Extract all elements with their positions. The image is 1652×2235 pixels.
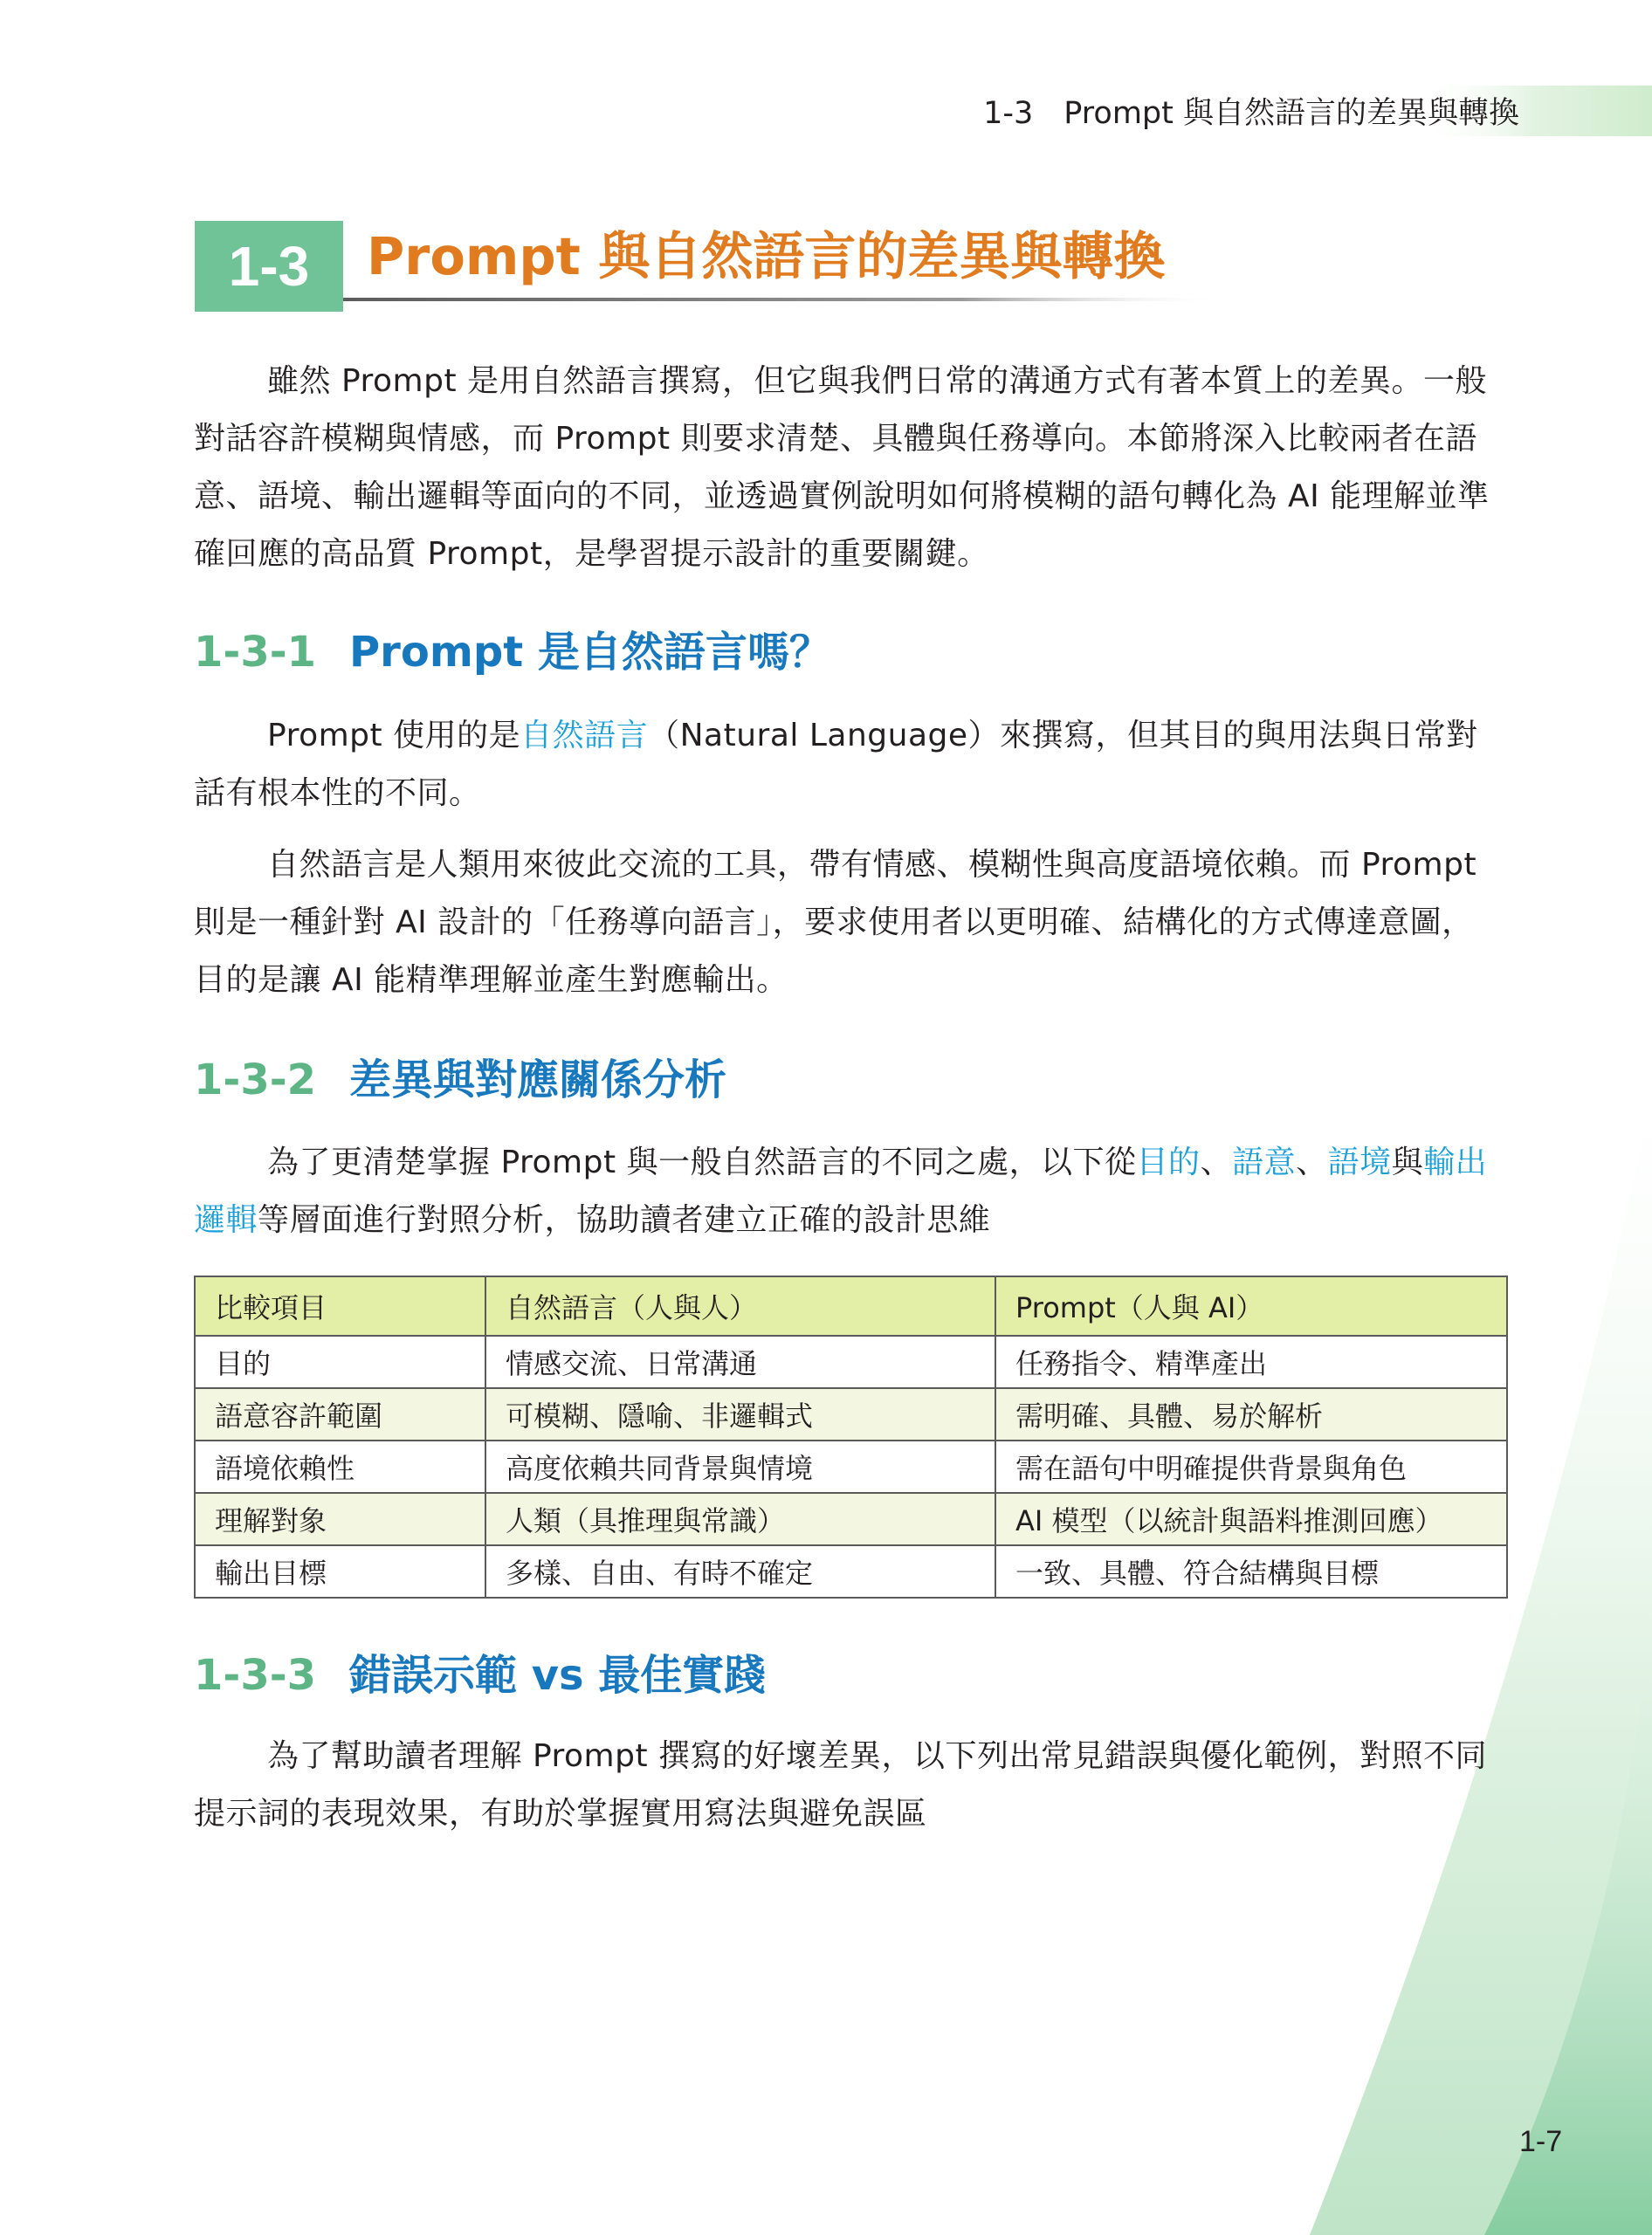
highlight-term: 輸出邏輯	[194, 1145, 1488, 1238]
section-title: Prompt 是自然語言嗎？	[349, 628, 831, 677]
section-heading-1-3-3	[194, 1645, 1504, 1706]
text-run: Prompt 使用的是	[267, 718, 521, 753]
table-cell: 一致、具體、符合結構與目標	[995, 1545, 1507, 1598]
table-header-cell: 自然語言（人與人）	[485, 1276, 995, 1336]
section-number: 1-3-3	[194, 1651, 317, 1700]
text-run: 為了更清楚掌握 Prompt 與一般自然語言的不同之處，以下從	[267, 1145, 1137, 1180]
table-cell: 語意容許範圍	[195, 1388, 485, 1441]
chapter-number-badge: 1-3	[195, 221, 343, 312]
section-heading-1-3-1	[194, 622, 1504, 683]
table-cell: 目的	[195, 1336, 485, 1388]
text-run: 與	[1391, 1145, 1424, 1180]
table-cell: 可模糊、隱喻、非邏輯式	[485, 1388, 995, 1441]
table-cell: 人類（具推理與常識）	[485, 1493, 995, 1545]
table-row	[195, 1441, 1507, 1493]
table-header-row	[195, 1276, 1507, 1336]
chapter-underline	[343, 298, 1225, 301]
highlight-term: 自然語言	[520, 718, 649, 753]
table-cell: 語境依賴性	[195, 1441, 485, 1493]
table-row	[195, 1336, 1507, 1388]
page-number: 1-7	[1519, 2125, 1563, 2158]
table-cell: 多樣、自由、有時不確定	[485, 1545, 995, 1598]
section-title: 錯誤示範 vs 最佳實踐	[349, 1651, 767, 1700]
section3-paragraph: 為了幫助讀者理解 Prompt 撰寫的好壞差異，以下列出常見錯誤與優化範例，對照不同提示詞的表現效果，有助於掌握實用寫法與避免誤區	[194, 1738, 1488, 1832]
table-header-cell: 比較項目	[195, 1276, 485, 1336]
table-cell: 任務指令、精準產出	[995, 1336, 1507, 1388]
table-cell: 需在語句中明確提供背景與角色	[995, 1441, 1507, 1493]
highlight-term: 語境	[1327, 1145, 1392, 1180]
text-run: （Natural Language）來撰寫，但其目的與用法與日常對話有根本性的不同。	[194, 718, 1478, 811]
table-row	[195, 1493, 1507, 1545]
section1-paragraph-2: 自然語言是人類用來彼此交流的工具，帶有情感、模糊性與高度語境依賴。而 Prompt 則是一種針對 AI 設計的「任務導向語言」，要求使用者以更明確、結構化的方式傳達意圖，目的是讓 AI 能精準理解並產生對應輸出。	[194, 847, 1477, 998]
table-cell: 需明確、具體、易於解析	[995, 1388, 1507, 1441]
section-number: 1-3-1	[194, 628, 317, 677]
comparison-table	[194, 1276, 1508, 1599]
section1-paragraph-1	[194, 707, 1505, 822]
section-heading-1-3-2	[194, 1049, 1504, 1111]
text-run: 等層面進行對照分析，協助讀者建立正確的設計思維	[258, 1202, 991, 1238]
table-cell: AI 模型（以統計與語料推測回應）	[995, 1493, 1507, 1545]
text-run: 、	[1296, 1145, 1328, 1180]
section-title: 差異與對應關係分析	[349, 1056, 727, 1104]
text-run: 、	[1200, 1145, 1233, 1180]
running-header: 1-3 Prompt 與自然語言的差異與轉換	[983, 96, 1519, 131]
section-number: 1-3-2	[194, 1056, 317, 1104]
chapter-title: Prompt 與自然語言的差異與轉換	[367, 226, 1166, 286]
table-header-cell: Prompt（人與 AI）	[995, 1276, 1507, 1336]
intro-paragraph: 雖然 Prompt 是用自然語言撰寫，但它與我們日常的溝通方式有著本質上的差異。一般對話容許模糊與情感，而 Prompt 則要求清楚、具體與任務導向。本節將深入比較兩者在語意、語境、輸出邏輯等面向的不同，並透過實例說明如何將模糊的語句轉化為 AI 能理解並準確回應的高品質 Prompt，是學習提示設計的重要關鍵。	[194, 363, 1490, 572]
table-cell: 輸出目標	[195, 1545, 485, 1598]
table-row	[195, 1388, 1507, 1441]
table-row	[195, 1545, 1507, 1598]
highlight-term: 語意	[1232, 1145, 1297, 1180]
highlight-term: 目的	[1136, 1145, 1201, 1180]
section2-paragraph	[194, 1134, 1505, 1249]
table-cell: 情感交流、日常溝通	[485, 1336, 995, 1388]
table-cell: 高度依賴共同背景與情境	[485, 1441, 995, 1493]
table-cell: 理解對象	[195, 1493, 485, 1545]
